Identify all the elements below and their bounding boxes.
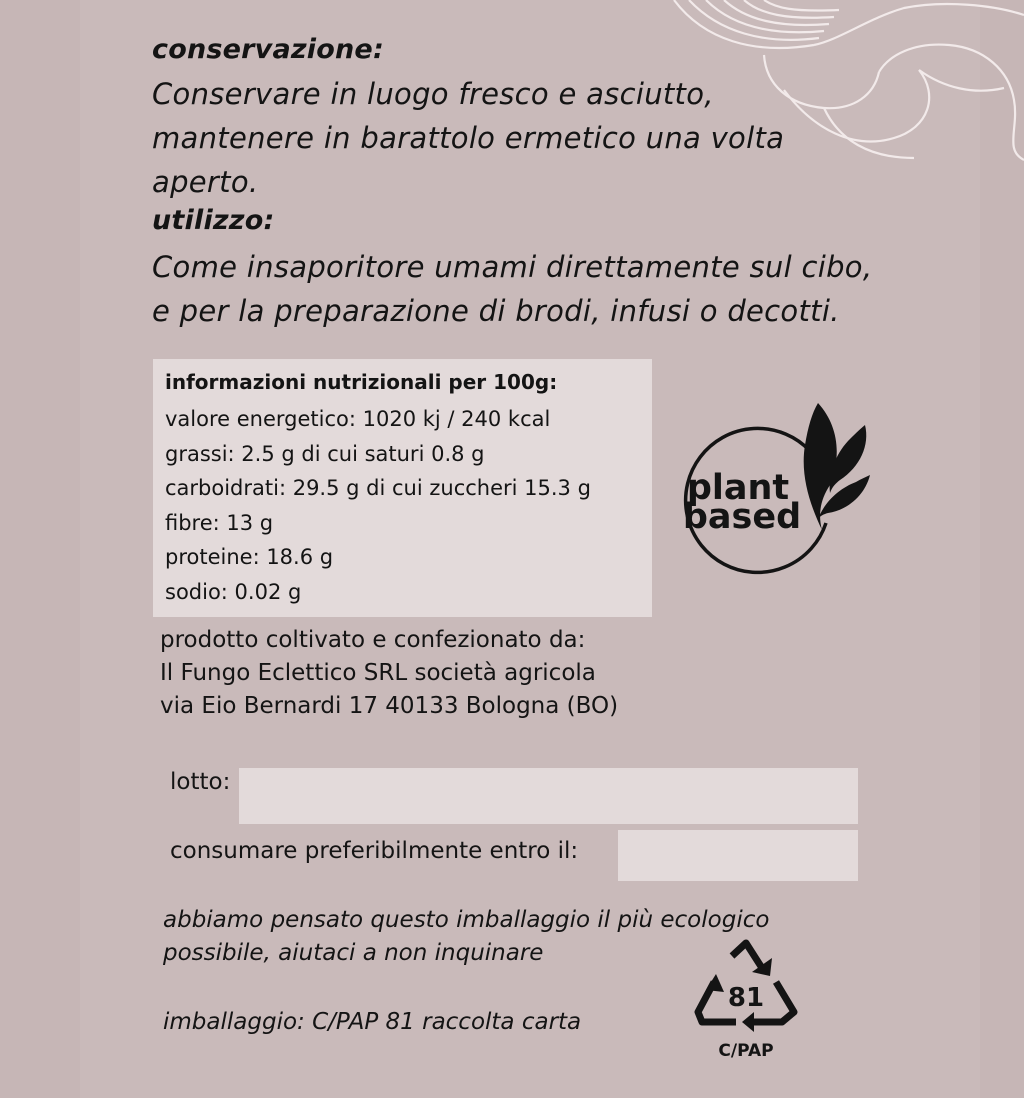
eco-line: possibile, aiutaci a non inquinare [163, 940, 544, 966]
producer-info [160, 624, 618, 723]
nutrition-row: valore energetico: 1020 kj / 240 kcal [165, 407, 551, 431]
producer-line: via Eio Bernardi 17 40133 Bologna (BO) [160, 693, 619, 719]
plant-logo-line1: plant [686, 468, 790, 508]
usage-title: utilizzo: [152, 205, 275, 236]
leaf-icon [804, 403, 870, 530]
producer-line: Il Fungo Eclettico SRL società agricola [160, 660, 596, 686]
best-before-label: consumare preferibilmente entro il: [170, 838, 579, 864]
nutrition-row: grassi: 2.5 g di cui saturi 0.8 g [165, 441, 485, 466]
nutrition-title: informazioni nutrizionali per 100g: [165, 370, 558, 394]
nutrition-row: sodio: 0.02 g [165, 579, 302, 604]
plant-logo-line2: based [682, 497, 802, 537]
lot-label: lotto: [170, 769, 231, 795]
recycle-number: 81 [727, 983, 765, 1013]
conservation-text [152, 72, 784, 204]
best-before-field[interactable] [618, 830, 858, 881]
lot-field[interactable] [239, 768, 858, 824]
nutrition-row: proteine: 18.6 g [165, 545, 334, 569]
conservation-title: conservazione: [152, 34, 384, 65]
conservation-line: Conservare in luogo fresco e asciutto, [152, 77, 714, 111]
eco-line: abbiamo pensato questo imballaggio il più ecologico [163, 907, 770, 933]
conservation-line: mantenere in barattolo ermetico una volta [152, 121, 785, 155]
usage-text [152, 245, 872, 333]
usage-line: Come insaporitore umami direttamente sul cibo, [152, 250, 873, 284]
conservation-line: aperto. [152, 165, 259, 199]
producer-line: prodotto coltivato e confezionato da: [160, 627, 586, 653]
nutrition-row: fibre: 13 g [165, 510, 274, 535]
eco-message [163, 904, 769, 970]
nutrition-row: carboidrati: 29.5 g di cui zuccheri 15.3 g [165, 476, 591, 500]
plant-based-logo [660, 395, 875, 585]
usage-line: e per la preparazione di brodi, infusi o decotti. [152, 294, 840, 328]
nutrition-list [165, 402, 591, 609]
recycle-icon [692, 938, 800, 1060]
recycle-code: C/PAP [718, 1041, 774, 1060]
packaging-info: imballaggio: C/PAP 81 raccolta carta [163, 1009, 582, 1035]
